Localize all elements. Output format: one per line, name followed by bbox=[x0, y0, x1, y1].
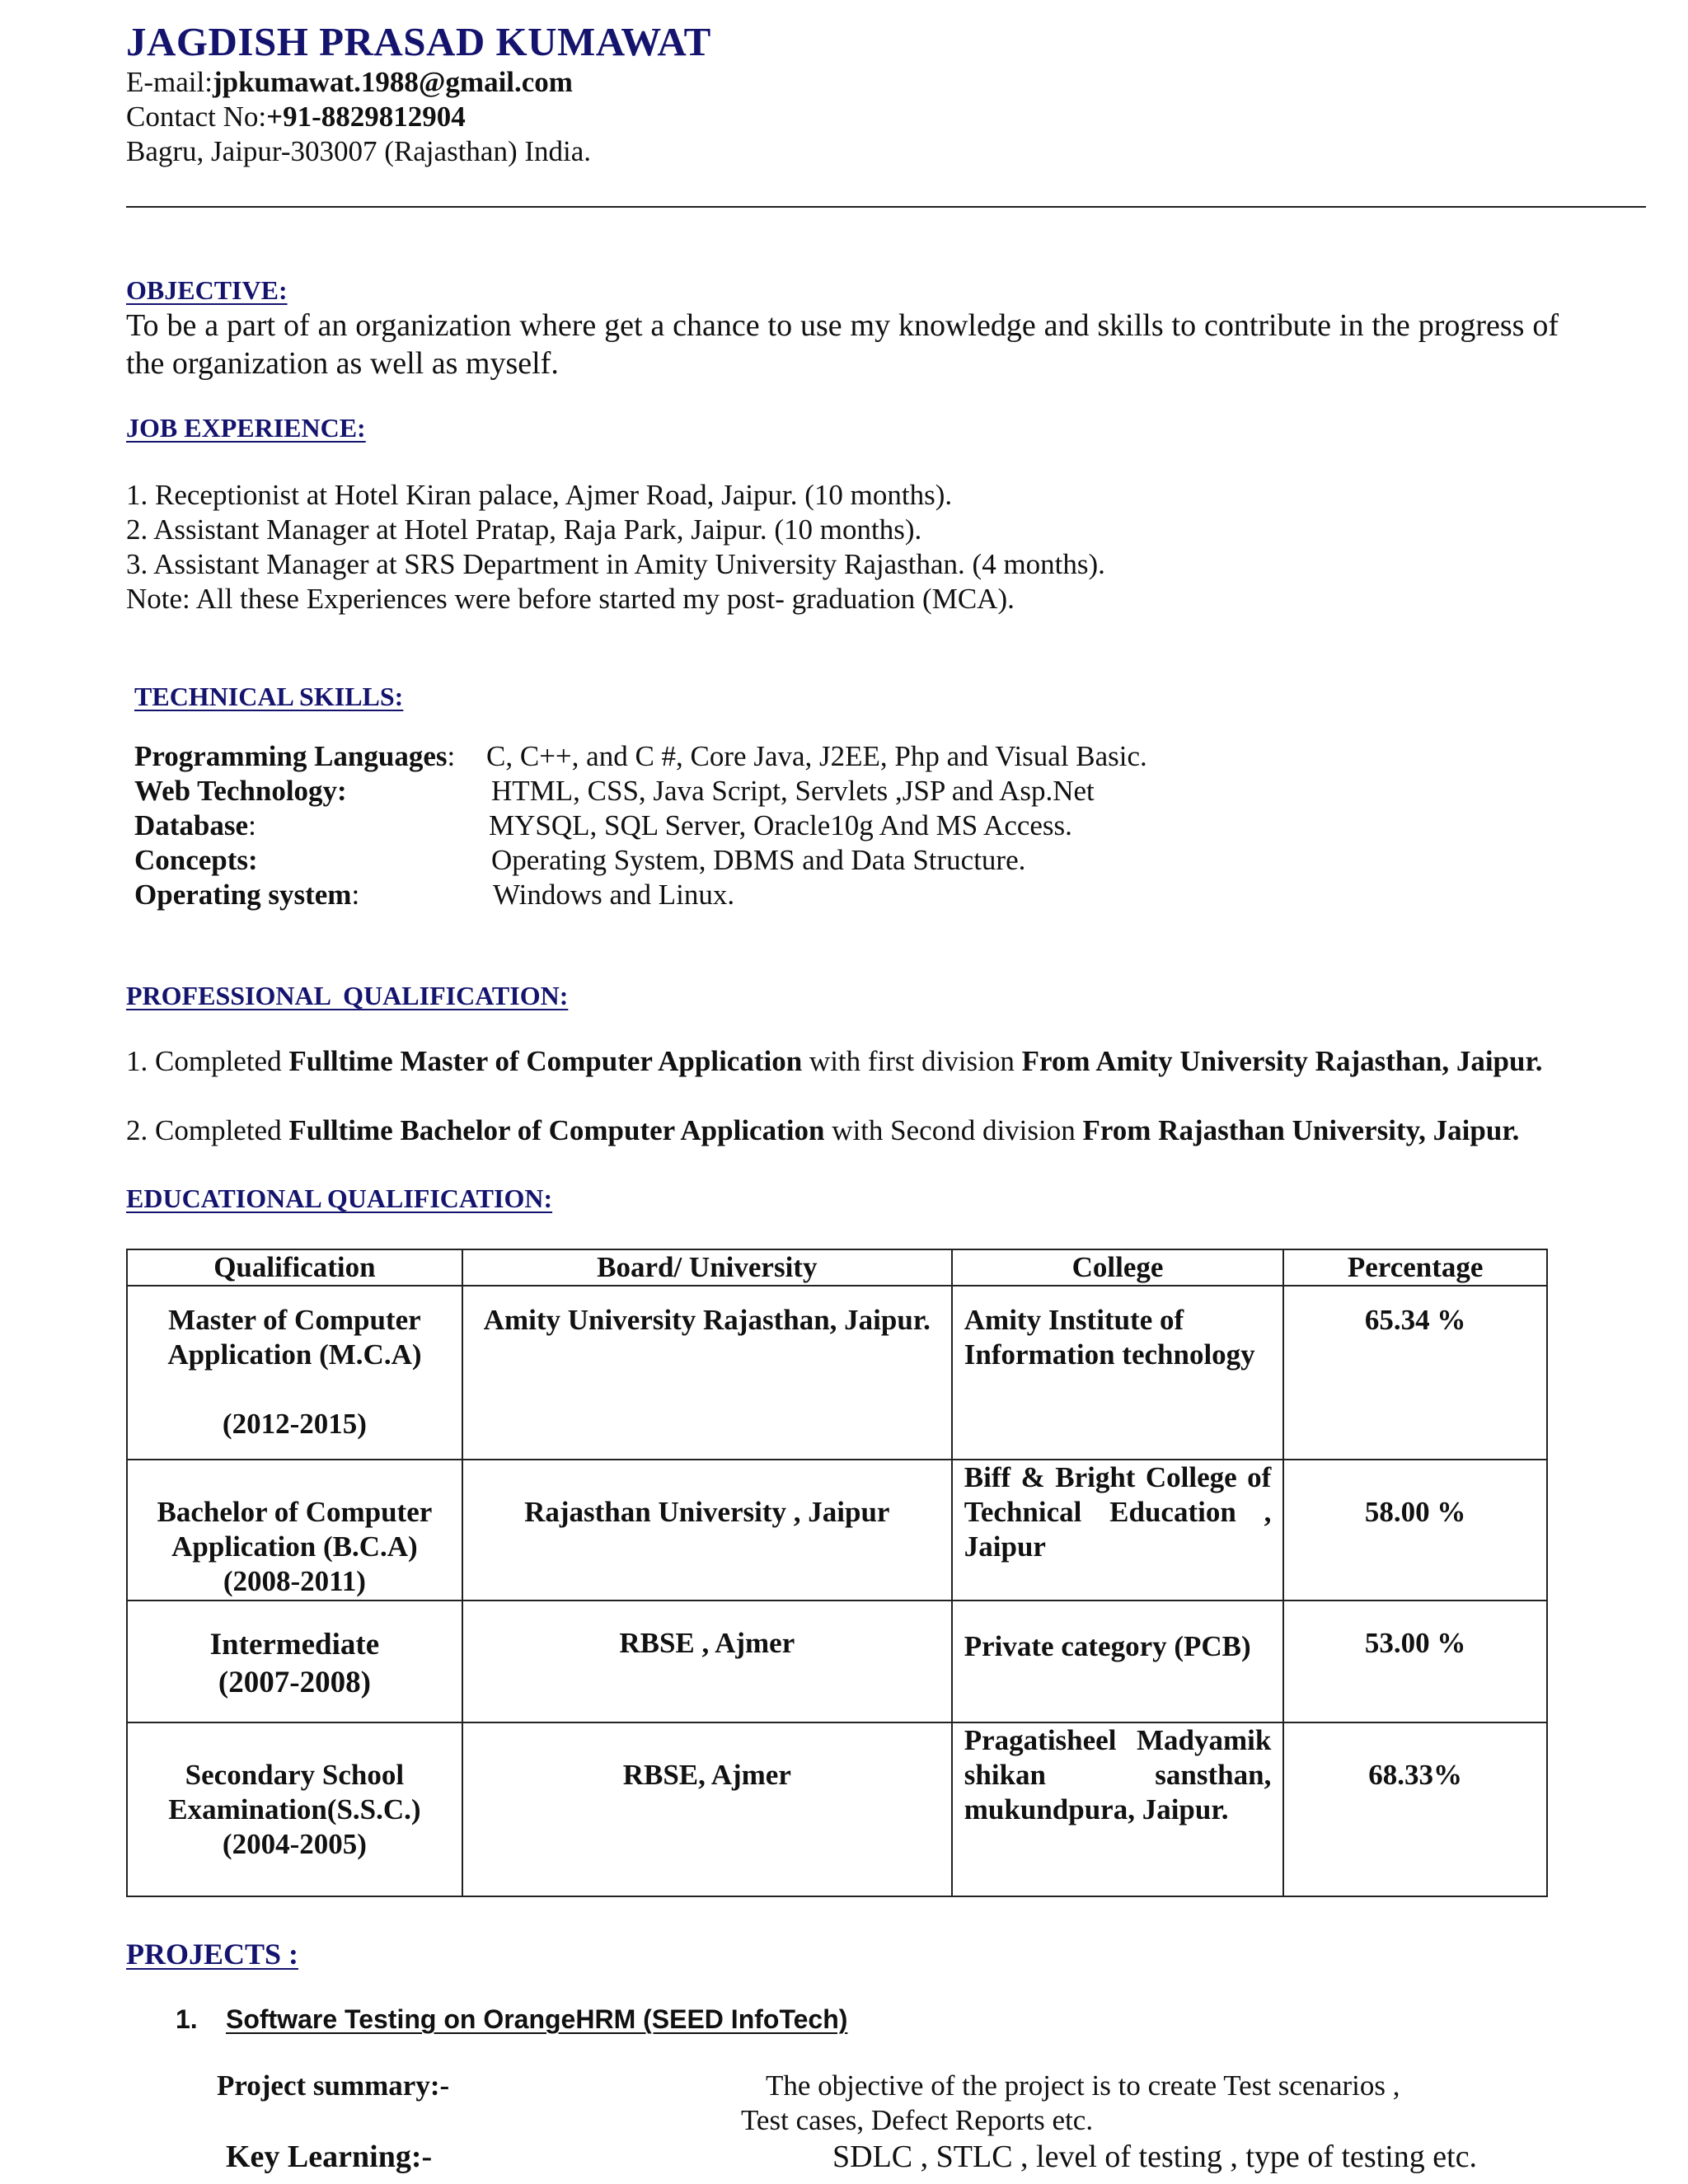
skill-value: Windows and Linux. bbox=[493, 879, 735, 911]
column-header: Board/ University bbox=[462, 1249, 952, 1286]
qualification-cell: Intermediate (2007-2008) bbox=[127, 1601, 462, 1722]
project-summary-label: Project summary:- bbox=[217, 2069, 450, 2102]
job-experience-heading: JOB EXPERIENCE: bbox=[126, 413, 366, 443]
column-header: Percentage bbox=[1283, 1249, 1547, 1286]
project-title: Software Testing on OrangeHRM (SEED InfoTech) bbox=[226, 2004, 848, 2034]
professional-qualification-item: 1. Completed Fulltime Master of Computer Application with first division From Amity University Rajasthan, Jaipur. bbox=[126, 1045, 1543, 1077]
job-experience-item: 3. Assistant Manager at SRS Department in Amity University Rajasthan. (4 months). bbox=[126, 548, 1105, 580]
educational-qualification-heading: EDUCATIONAL QUALIFICATION: bbox=[126, 1183, 553, 1213]
skill-value: MYSQL, SQL Server, Oracle10g And MS Access. bbox=[489, 809, 1072, 841]
percentage-cell: 53.00 % bbox=[1283, 1601, 1547, 1722]
table-row bbox=[127, 1286, 1547, 1460]
email-label: E-mail: bbox=[126, 66, 213, 98]
education-table bbox=[126, 1249, 1548, 1897]
skill-label: Concepts: bbox=[134, 844, 258, 876]
college-cell: Amity Institute of Information technology bbox=[952, 1286, 1284, 1460]
job-experience-item: 1. Receptionist at Hotel Kiran palace, Ajmer Road, Jaipur. (10 months). bbox=[126, 479, 953, 511]
key-learning-text: SDLC , STLC , level of testing , type of testing etc. bbox=[832, 2139, 1478, 2174]
project-summary-text: Test cases, Defect Reports etc. bbox=[741, 2104, 1094, 2136]
candidate-name: JAGDISH PRASAD KUMAWAT bbox=[126, 19, 711, 64]
professional-qualification-heading: PROFESSIONAL QUALIFICATION: bbox=[126, 981, 569, 1010]
percentage-cell: 65.34 % bbox=[1283, 1286, 1547, 1460]
skill-label: Programming Languages: bbox=[134, 740, 456, 772]
table-row bbox=[127, 1722, 1547, 1896]
board-cell: RBSE , Ajmer bbox=[462, 1601, 952, 1722]
skill-label: Web Technology: bbox=[134, 775, 347, 807]
board-cell: Rajasthan University , Jaipur bbox=[462, 1460, 952, 1601]
contact-value: +91-8829812904 bbox=[266, 101, 466, 133]
objective-text: To be a part of an organization where get a chance to use my knowledge and skills to contribute in the progress of the organization as well as myself. bbox=[126, 308, 1559, 381]
skill-label: Operating system: bbox=[134, 879, 360, 911]
qualification-cell: Secondary School Examination(S.S.C.) (2004-2005) bbox=[127, 1722, 462, 1896]
professional-qualification-item: 2. Completed Fulltime Bachelor of Computer Application with Second division From Rajasthan University, Jaipur. bbox=[126, 1114, 1520, 1146]
project-number: 1. bbox=[176, 2004, 198, 2034]
contact-label: Contact No: bbox=[126, 101, 267, 133]
percentage-cell: 68.33% bbox=[1283, 1722, 1547, 1896]
percentage-cell: 58.00 % bbox=[1283, 1460, 1547, 1601]
table-row bbox=[127, 1460, 1547, 1601]
projects-heading: PROJECTS : bbox=[126, 1938, 299, 1971]
column-header: College bbox=[952, 1249, 1284, 1286]
job-experience-item: 2. Assistant Manager at Hotel Pratap, Raja Park, Jaipur. (10 months). bbox=[126, 513, 922, 546]
skill-value: C, C++, and C #, Core Java, J2EE, Php and Visual Basic. bbox=[486, 740, 1147, 772]
skill-label: Database: bbox=[134, 809, 256, 841]
college-cell: Private category (PCB) bbox=[952, 1601, 1284, 1722]
email-value: jpkumawat.1988@gmail.com bbox=[212, 66, 573, 98]
address-line: Bagru, Jaipur-303007 (Rajasthan) India. bbox=[126, 135, 592, 167]
college-cell: Pragatisheel Madyamik shikan sansthan, mukundpura, Jaipur. bbox=[952, 1722, 1284, 1896]
objective-heading: OBJECTIVE: bbox=[126, 275, 288, 305]
contact-line bbox=[126, 101, 466, 134]
project-summary-text: The objective of the project is to create Test scenarios , bbox=[766, 2069, 1400, 2102]
key-learning-label: Key Learning:- bbox=[226, 2139, 433, 2174]
table-row bbox=[127, 1601, 1547, 1722]
column-header: Qualification bbox=[127, 1249, 462, 1286]
college-cell: Biff & Bright College of Technical Education , Jaipur bbox=[952, 1460, 1284, 1601]
board-cell: RBSE, Ajmer bbox=[462, 1722, 952, 1896]
job-experience-note: Note: All these Experiences were before started my post- graduation (MCA). bbox=[126, 583, 1015, 615]
email-line bbox=[126, 66, 573, 99]
qualification-cell: Bachelor of Computer Application (B.C.A) (2008-2011) bbox=[127, 1460, 462, 1601]
skill-value: HTML, CSS, Java Script, Servlets ,JSP and Asp.Net bbox=[491, 775, 1095, 807]
header-divider bbox=[126, 206, 1646, 208]
qualification-cell: Master of Computer Application (M.C.A) (2012-2015) bbox=[127, 1286, 462, 1460]
technical-skills-heading: TECHNICAL SKILLS: bbox=[134, 682, 404, 711]
skill-value: Operating System, DBMS and Data Structure. bbox=[491, 844, 1026, 876]
table-header-row bbox=[127, 1249, 1547, 1286]
board-cell: Amity University Rajasthan, Jaipur. bbox=[462, 1286, 952, 1460]
